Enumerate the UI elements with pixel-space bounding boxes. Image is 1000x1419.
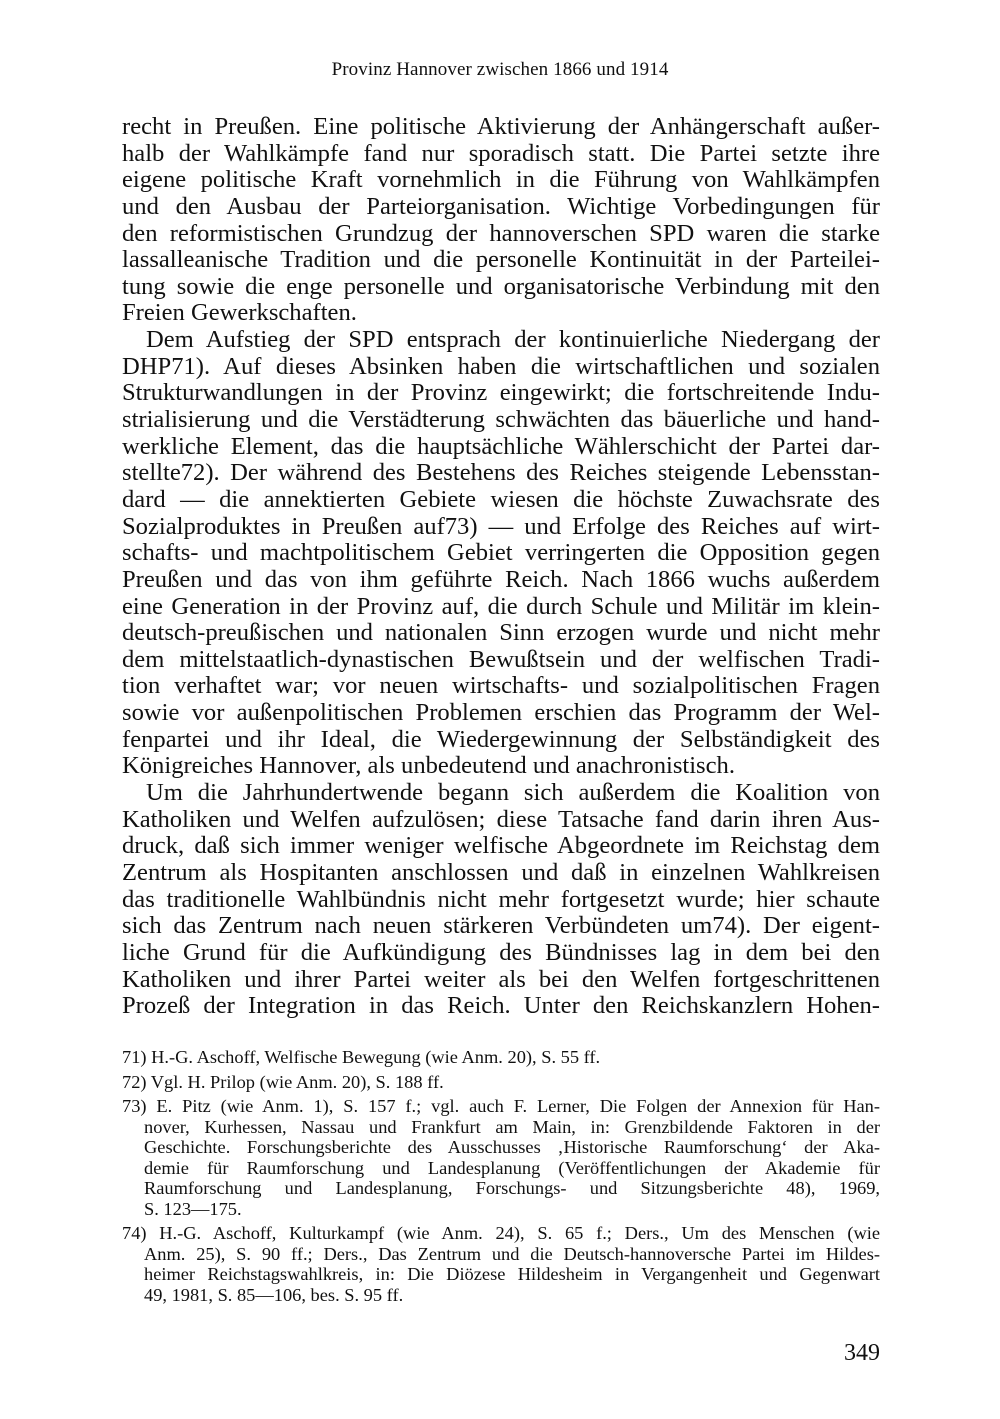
text-line: schafts- und machtpolitischem Gebiet verringerten die Opposition gegen: [122, 539, 880, 567]
text-line: Strukturwandlungen in der Provinz eingewirkt; die fortschreitende Indu-: [122, 379, 880, 407]
footnote-73: [122, 1096, 880, 1219]
text-line: halb der Wahlkämpfe fand nur sporadisch statt. Die Partei setzte ihre: [122, 139, 880, 167]
body-text: [122, 114, 880, 1020]
text-line: liche Grund für die Aufkündigung des Bündnisses lag in dem bei den: [122, 938, 880, 966]
text-line: eigene politische Kraft vornehmlich in die Führung von Wahlkämpfen: [122, 166, 880, 194]
text-line: Preußen und das von ihm geführte Reich. Nach 1866 wuchs außerdem: [122, 565, 880, 593]
text-line: sowie vor außenpolitischen Problemen erschien das Programm der Wel-: [122, 699, 880, 727]
footnote-line: Geschichte. Forschungsberichte des Ausschusses ‚Historische Raumforschung‘ der Aka-: [144, 1137, 880, 1157]
text-line: deutsch-preußischen und nationalen Sinn erzogen wurde und nicht mehr: [122, 619, 880, 647]
running-head: Provinz Hannover zwischen 1866 und 1914: [331, 59, 669, 80]
text-line: den reformistischen Grundzug der hannoverschen SPD waren die starke: [122, 219, 880, 247]
text-line: sich das Zentrum nach neuen stärkeren Verbündeten um74). Der eigent-: [122, 912, 880, 940]
footnote-line: S. 123—175.: [144, 1198, 242, 1219]
footnote-line: 74) H.-G. Aschoff, Kulturkampf (wie Anm. 24), S. 65 f.; Ders., Um des Menschen (wie: [122, 1223, 880, 1243]
text-line: fenpartei und ihr Ideal, die Wiedergewinnung der Selbständigkeit des: [122, 725, 880, 753]
text-line: tion verhaftet war; vor neuen wirtschafts- und sozialpolitischen Fragen: [122, 672, 880, 700]
footnote-line: nover, Kurhessen, Nassau und Frankfurt am Main, in: Grenzbildende Faktoren in der: [144, 1116, 880, 1137]
footnote-71: [122, 1047, 880, 1068]
text-line: tung sowie die enge personelle und organisatorische Verbindung mit den: [122, 272, 880, 300]
footnote-72: [122, 1072, 880, 1093]
footnote-line: Raumforschung und Landesplanung, Forschungs- und Sitzungsberichte 48), 1969,: [144, 1178, 880, 1198]
footnote-line: demie für Raumforschung und Landesplanung (Veröffentlichungen der Akademie für: [144, 1157, 880, 1178]
text-line: das traditionelle Wahlbündnis nicht mehr fortgesetzt wurde; hier schaute: [122, 885, 880, 913]
text-line: recht in Preußen. Eine politische Aktivierung der Anhängerschaft außer-: [122, 113, 880, 140]
text-line: dem mittelstaatlich-dynastischen Bewußtsein und der welfischen Tradi-: [122, 645, 880, 673]
text-line: Königreiches Hannover, als unbedeutend und anachronistisch.: [122, 752, 735, 780]
text-line: eine Generation in der Provinz auf, die durch Schule und Militär im klein-: [122, 592, 880, 620]
footnote-line: 72) Vgl. H. Prilop (wie Anm. 20), S. 188 ff.: [122, 1071, 444, 1092]
text-line: Katholiken und Welfen aufzulösen; diese Tatsache fand darin ihren Aus-: [122, 805, 880, 833]
text-line: Zentrum als Hospitanten anschlossen und daß in einzelnen Wahlkreisen: [122, 858, 880, 886]
text-line: dard — die annektierten Gebiete wiesen die höchste Zuwachsrate des: [122, 485, 880, 513]
text-line: Prozeß der Integration in das Reich. Unter den Reichskanzlern Hohen-: [122, 992, 880, 1020]
text-line: werkliche Element, das die hauptsächliche Wählerschicht der Partei dar-: [122, 432, 880, 460]
text-line: druck, daß sich immer weniger welfische Abgeordnete im Reichstag dem: [122, 832, 880, 860]
text-line: Sozialproduktes in Preußen auf73) — und Erfolge des Reiches auf wirt-: [122, 512, 880, 540]
text-line: Dem Aufstieg der SPD entsprach der kontinuierliche Niedergang der: [146, 326, 880, 354]
footnote-line: heimer Reichstagswahlkreis, in: Die Diözese Hildesheim in Vergangenheit und Gegenwart: [144, 1264, 880, 1284]
page-number: 349: [844, 1340, 880, 1366]
text-line: lassalleanische Tradition und die personelle Kontinuität in der Parteilei-: [122, 246, 880, 274]
text-line: stellte72). Der während des Bestehens des Reiches steigende Lebensstan-: [122, 459, 880, 487]
footnote-line: Anm. 25), S. 90 ff.; Ders., Das Zentrum und die Deutsch-hannoversche Partei im Hildes-: [144, 1243, 880, 1264]
text-line: Um die Jahrhundertwende begann sich außerdem die Koalition von: [146, 779, 880, 807]
footnotes: [122, 1047, 880, 1309]
text-line: DHP71). Auf dieses Absinken haben die wirtschaftlichen und sozialen: [122, 352, 880, 380]
footnote-line: 71) H.-G. Aschoff, Welfische Bewegung (wie Anm. 20), S. 55 ff.: [122, 1047, 601, 1067]
footnote-74: [122, 1223, 880, 1305]
text-line: strialisierung und die Verstädterung schwächten das bäuerliche und hand-: [122, 406, 880, 434]
text-line: Katholiken und ihrer Partei weiter als bei den Welfen fortgeschrittenen: [122, 965, 880, 993]
text-line: und den Ausbau der Parteiorganisation. Wichtige Vorbedingungen für: [122, 192, 880, 220]
text-line: Freien Gewerkschaften.: [122, 299, 357, 327]
footnote-line: 49, 1981, S. 85—106, bes. S. 95 ff.: [144, 1284, 404, 1305]
footnote-line: 73) E. Pitz (wie Anm. 1), S. 157 f.; vgl. auch F. Lerner, Die Folgen der Annexion für Han-: [122, 1096, 880, 1116]
